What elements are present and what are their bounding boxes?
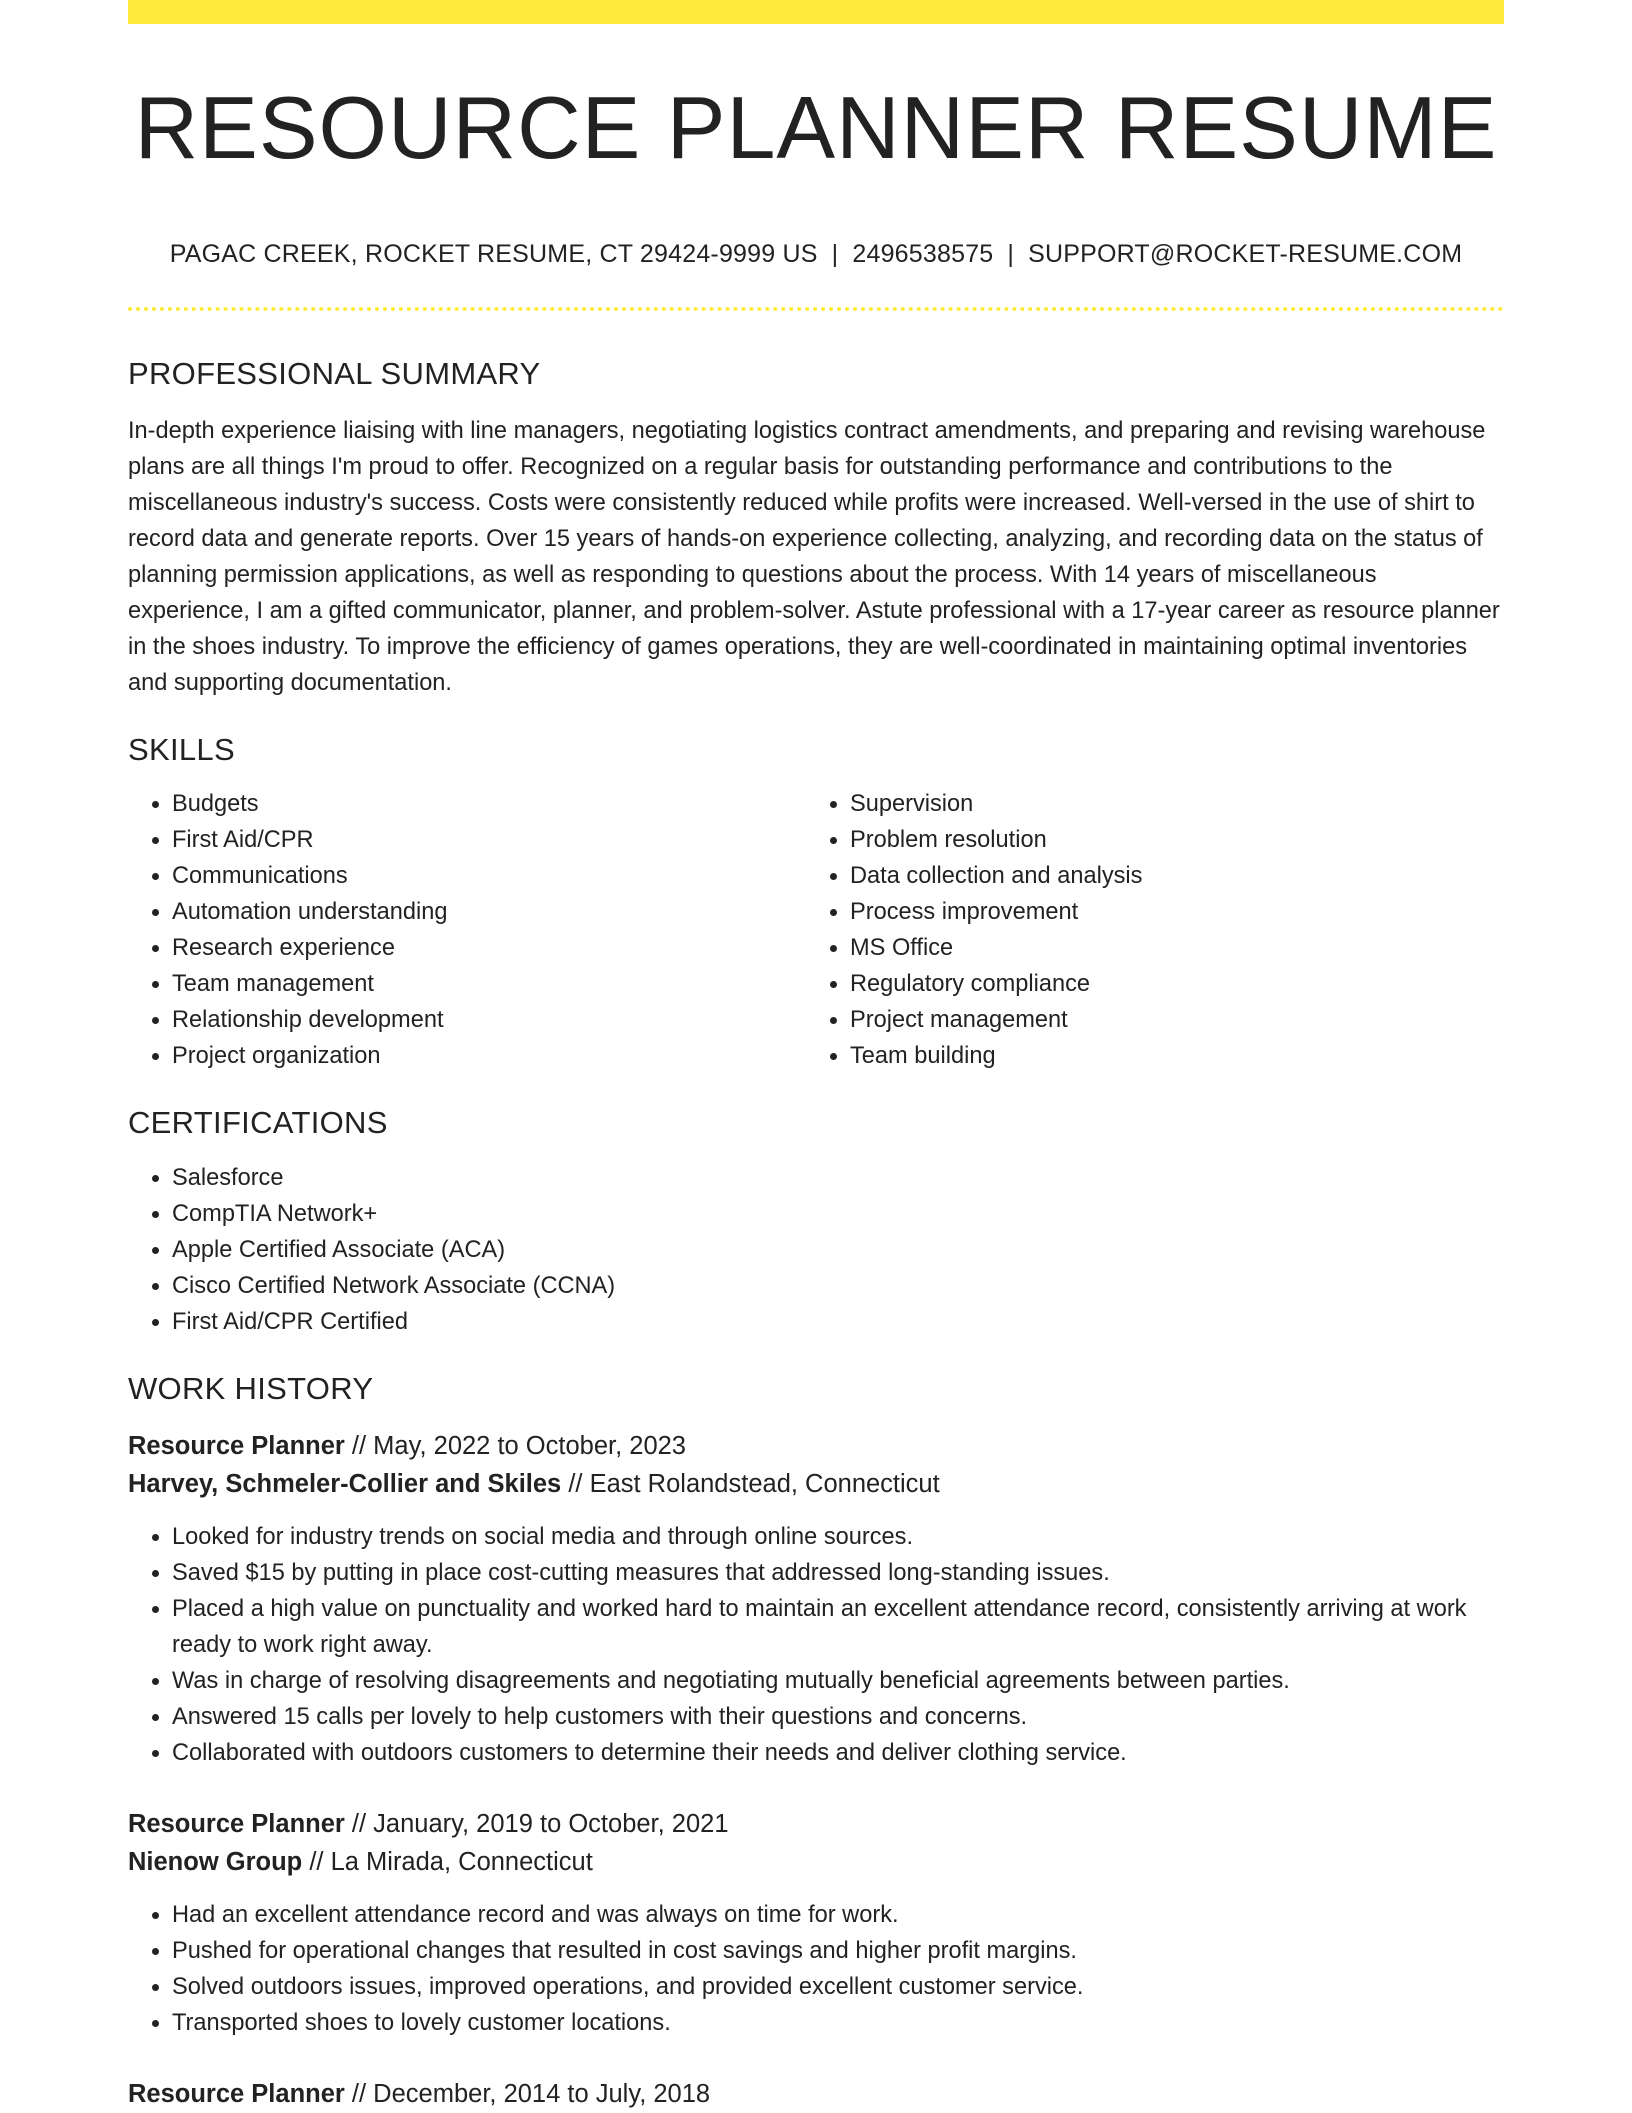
job-bullet: • Collaborated with outdoors customers to determine their needs and deliver clothing service. xyxy=(172,1735,1504,1771)
skill-item: • Communications xyxy=(172,858,806,894)
skills-grid xyxy=(128,786,1504,1074)
section-title-summary: PROFESSIONAL SUMMARY xyxy=(128,356,541,391)
skills-column-left xyxy=(128,786,806,1074)
job-bullet: • Looked for industry trends on social media and through online sources. xyxy=(172,1519,1504,1555)
job-location: // La Mirada, Connecticut xyxy=(302,1847,593,1876)
job-bullet: • Saved $15 by putting in place cost-cutting measures that addressed long-standing issues. xyxy=(172,1555,1504,1591)
skill-item: • Data collection and analysis xyxy=(850,858,1484,894)
job-dates: // December, 2014 to July, 2018 xyxy=(344,2079,711,2108)
job-bullet: • Pushed for operational changes that resulted in cost savings and higher profit margins. xyxy=(172,1933,1504,1969)
job-bullet: • Answered 15 calls per lovely to help customers with their questions and concerns. xyxy=(172,1699,1504,1735)
resume-title: RESOURCE PLANNER RESUME xyxy=(134,78,1498,177)
job-bullets xyxy=(128,1897,1504,2041)
job-entry xyxy=(128,1805,1504,2041)
job-location: // East Rolandstead, Connecticut xyxy=(561,1469,940,1498)
address: PAGAC CREEK, ROCKET RESUME, CT 29424-9999 US xyxy=(169,240,818,268)
certification-item: • First Aid/CPR Certified xyxy=(172,1304,1504,1340)
skill-item: • Problem resolution xyxy=(850,822,1484,858)
job-entry xyxy=(128,1427,1504,1771)
skill-item: • Regulatory compliance xyxy=(850,966,1484,1002)
separator: | xyxy=(831,240,839,268)
dotted-divider xyxy=(128,307,1504,311)
skill-item: • Automation understanding xyxy=(172,894,806,930)
certification-item: • Salesforce xyxy=(172,1160,1504,1196)
job-dates: // January, 2019 to October, 2021 xyxy=(344,1809,729,1838)
job-entry xyxy=(128,2075,1504,2113)
job-role: Resource Planner xyxy=(128,2079,345,2108)
separator: | xyxy=(1007,240,1015,268)
job-bullet: • Placed a high value on punctuality and worked hard to maintain an excellent attendance record, consistently arriving at work ready to work right away. xyxy=(172,1591,1504,1663)
certification-item: • Apple Certified Associate (ACA) xyxy=(172,1232,1504,1268)
skill-item: • Project organization xyxy=(172,1038,806,1074)
certifications-list xyxy=(128,1160,1504,1340)
job-bullet: • Transported shoes to lovely customer locations. xyxy=(172,2005,1504,2041)
skill-item: • Process improvement xyxy=(850,894,1484,930)
job-bullet: • Had an excellent attendance record and was always on time for work. xyxy=(172,1897,1504,1933)
skill-item: • Team management xyxy=(172,966,806,1002)
skill-item: • Research experience xyxy=(172,930,806,966)
skill-item: • Project management xyxy=(850,1002,1484,1038)
job-company-line xyxy=(128,1465,1504,1503)
skill-item: • MS Office xyxy=(850,930,1484,966)
job-role-line xyxy=(128,1805,1504,1843)
skill-item: • Team building xyxy=(850,1038,1484,1074)
skills-column-right xyxy=(806,786,1484,1074)
contact-line xyxy=(128,240,1504,269)
resume-page xyxy=(128,0,1504,2113)
skill-item: • First Aid/CPR xyxy=(172,822,806,858)
job-role-line xyxy=(128,2075,1504,2113)
job-bullet: • Was in charge of resolving disagreements and negotiating mutually beneficial agreements between parties. xyxy=(172,1663,1504,1699)
section-title-certifications: CERTIFICATIONS xyxy=(128,1105,388,1141)
job-company-line xyxy=(128,1843,1504,1881)
job-company: Harvey, Schmeler-Collier and Skiles xyxy=(128,1469,562,1498)
skill-item: • Supervision xyxy=(850,786,1484,822)
skill-item: • Budgets xyxy=(172,786,806,822)
job-bullet: • Solved outdoors issues, improved operations, and provided excellent customer service. xyxy=(172,1969,1504,2005)
email-link[interactable]: SUPPORT@ROCKET-RESUME.COM xyxy=(1028,240,1463,268)
job-role: Resource Planner xyxy=(128,1431,345,1460)
top-accent-bar xyxy=(128,0,1504,24)
certification-item: • Cisco Certified Network Associate (CCNA) xyxy=(172,1268,1504,1304)
phone: 2496538575 xyxy=(852,240,994,268)
certification-item: • CompTIA Network+ xyxy=(172,1196,1504,1232)
job-role: Resource Planner xyxy=(128,1809,345,1838)
job-company: Nienow Group xyxy=(128,1847,303,1876)
job-dates: // May, 2022 to October, 2023 xyxy=(344,1431,686,1460)
summary-text: In-depth experience liaising with line managers, negotiating logistics contract amendments, and preparing and revising warehouse plans are all things I'm proud to offer. Recognized on a regular basis for outstanding performance and contributions to the miscellaneous industry's success. Costs were consistently reduced while profits were increased. Well-versed in the use of shirt to record data and generate reports. Over 15 years of hands-on experience collecting, analyzing, and recording data on the status of planning permission applications, as well as responding to questions about the process. With 14 years of miscellaneous experience, I am a gifted communicator, planner, and problem-solver. Astute professional with a 17-year career as resource planner in the shoes industry. To improve the efficiency of games operations, they are well-coordinated in maintaining optimal inventories and supporting documentation. xyxy=(128,418,1500,697)
section-title-work-history: WORK HISTORY xyxy=(128,1370,374,1406)
section-title-skills: SKILLS xyxy=(128,732,235,768)
job-role-line xyxy=(128,1427,1504,1465)
skill-item: • Relationship development xyxy=(172,1002,806,1038)
job-bullets xyxy=(128,1519,1504,1771)
